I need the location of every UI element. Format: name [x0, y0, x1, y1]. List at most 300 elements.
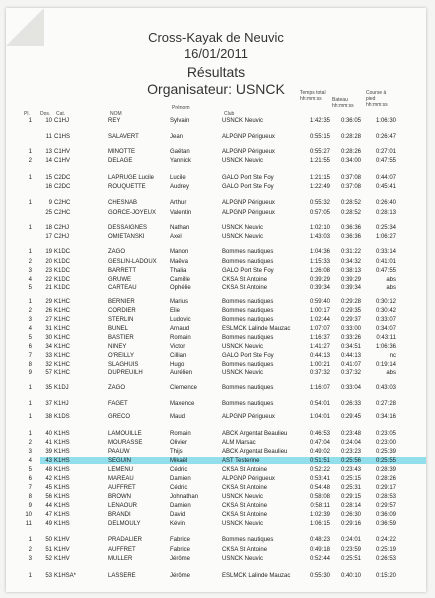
cell-club: CKSA St Antoine — [222, 285, 268, 291]
table-row — [6, 224, 426, 232]
cell-nom: DELMOULY — [108, 521, 141, 527]
col-dos: Dos. — [40, 111, 51, 117]
cell-cat: K1HS — [54, 521, 70, 527]
cell-tb: 0:25:31 — [340, 485, 361, 491]
cell-cat: K1HC — [54, 317, 71, 323]
cell-nom: SLAGHUIS — [108, 362, 139, 368]
cell-pl: 1 — [28, 149, 32, 155]
cell-pl: 4 — [28, 326, 32, 332]
cell-cat: C1HJ — [54, 118, 70, 124]
cell-nom: DUPREUILH — [108, 370, 143, 376]
cell-club: GALO Port Ste Foy — [222, 268, 274, 274]
cell-cp: 0:33:14 — [375, 249, 396, 255]
cell-club: Bommes nautiques — [222, 259, 274, 265]
cell-pl: 1 — [28, 118, 32, 124]
cell-dos: 27 — [45, 317, 52, 323]
cell-nom: NINEY — [108, 344, 127, 350]
cell-tt: 1:02:44 — [309, 317, 330, 323]
cell-tt: 1:16:37 — [309, 335, 330, 341]
cell-tb: 0:34:51 — [340, 344, 361, 350]
cell-dos: 57 — [45, 370, 52, 376]
cell-tb: 0:44:13 — [340, 353, 361, 359]
cell-cat: K1HS — [54, 467, 70, 473]
cell-cat: K1DS — [54, 414, 70, 420]
cell-tt: 1:00:21 — [309, 362, 330, 368]
cell-cp: 0:29:17 — [375, 485, 396, 491]
cell-pl: 6 — [28, 344, 32, 350]
cell-dos: 37 — [45, 401, 52, 407]
cell-tb: 0:28:28 — [340, 134, 361, 140]
cell-cp: 0:26:53 — [375, 556, 396, 562]
table-row — [6, 233, 426, 241]
cell-nom: MAREAU — [108, 476, 134, 482]
cell-prenom: Victor — [170, 344, 186, 350]
organizer-heading: Organisateur: USNCK — [147, 81, 285, 97]
col-course: Course à pied hh:mm:ss — [366, 90, 388, 108]
cell-tt: 0:37:32 — [309, 370, 330, 376]
cell-dos: 49 — [45, 521, 52, 527]
table-row — [6, 502, 426, 510]
cell-dos: 29 — [45, 299, 52, 305]
cell-club: GALO Port Ste Foy — [222, 184, 274, 190]
cell-prenom: Nathan — [170, 225, 190, 231]
cell-tt: 0:39:34 — [309, 285, 330, 291]
cell-cat: K1DC — [54, 285, 71, 291]
cell-prenom: Thalia — [170, 268, 187, 274]
cell-club: USNCK Neuvic — [222, 344, 264, 350]
cell-dos: 23 — [45, 268, 52, 274]
cell-nom: REY — [108, 118, 121, 124]
cell-prenom: Jérôme — [170, 573, 191, 579]
cell-club: ESLMCK Lalinde Mauzac — [222, 326, 291, 332]
cell-pl: 2 — [28, 259, 32, 265]
cell-dos: 20 — [45, 259, 52, 265]
cell-dos: 51 — [45, 547, 52, 553]
table-row — [6, 258, 426, 266]
cell-pl: 1 — [28, 431, 32, 437]
cell-prenom: Cédric — [170, 467, 188, 473]
cell-tt: 1:02:10 — [309, 225, 330, 231]
cell-pl: 5 — [28, 285, 32, 291]
cell-prenom: Thijs — [170, 449, 183, 455]
cell-tb: 0:40:10 — [340, 573, 361, 579]
cell-cp: 0:33:07 — [375, 317, 396, 323]
cell-prenom: Hugo — [170, 362, 185, 368]
cell-dos: 9 — [48, 200, 52, 206]
cell-nom: OMIETANSKI — [108, 234, 145, 240]
cell-pl: 3 — [28, 268, 32, 274]
cell-tb: 0:36:36 — [340, 234, 361, 240]
cell-tt: 0:39:29 — [309, 277, 330, 283]
cell-pl: 2 — [28, 547, 32, 553]
cell-prenom: Romain — [170, 431, 191, 437]
cell-cat: K1DC — [54, 259, 71, 265]
cell-tb: 0:23:48 — [340, 431, 361, 437]
cell-prenom: Jean — [170, 134, 184, 140]
cell-tt: 1:16:07 — [309, 385, 330, 391]
cell-tb: 0:29:35 — [340, 308, 361, 314]
cell-cp: 0:41:01 — [375, 259, 396, 265]
cell-prenom: Johnathan — [170, 494, 199, 500]
cell-cp: 0:28:53 — [375, 494, 396, 500]
cell-club: ALPGNP Périgueux — [222, 149, 275, 155]
cell-dos: 18 — [45, 225, 52, 231]
cell-cat: K1HS — [54, 440, 70, 446]
cell-club: ALPGNP Périgueux — [222, 200, 275, 206]
cell-prenom: Lucile — [170, 175, 186, 181]
cell-dos: 14 — [45, 158, 52, 164]
table-row — [6, 248, 426, 256]
cell-cat: K1HSA* — [54, 573, 77, 579]
cell-tb: 0:23:43 — [340, 467, 361, 473]
table-row — [6, 413, 426, 421]
table-row — [6, 484, 426, 492]
cell-nom: CHESNAB — [108, 200, 138, 206]
cell-tb: 0:34:32 — [340, 259, 361, 265]
cell-tt: 1:00:17 — [309, 308, 330, 314]
cell-nom: BRANDI — [108, 512, 131, 518]
cell-cat: K1HC — [54, 335, 71, 341]
cell-tb: 0:41:07 — [340, 362, 361, 368]
cell-tb: 0:33:00 — [340, 326, 361, 332]
cell-nom: LAMOUILLE — [108, 431, 142, 437]
cell-dos: 34 — [45, 344, 52, 350]
cell-prenom: Marius — [170, 299, 189, 305]
cell-prenom: Arthur — [170, 200, 187, 206]
cell-prenom: Clemence — [170, 385, 198, 391]
cell-tt: 0:55:15 — [309, 134, 330, 140]
cell-tb: 0:34:00 — [340, 158, 361, 164]
cell-dos: 31 — [45, 326, 52, 332]
cell-cp: abs — [386, 370, 396, 376]
cell-dos: 39 — [45, 449, 52, 455]
table-row — [6, 284, 426, 292]
cell-tt: 1:02:39 — [309, 512, 330, 518]
cell-nom: SEGUIN — [108, 458, 132, 464]
cell-tb: 0:28:52 — [340, 200, 361, 206]
cell-tt: 1:04:01 — [309, 414, 330, 420]
cell-tb: 0:36:36 — [340, 225, 361, 231]
cell-dos: 11 — [45, 134, 52, 140]
table-row — [6, 174, 426, 182]
cell-nom: BERNIER — [108, 299, 135, 305]
table-row — [6, 369, 426, 377]
cell-tb: 0:26:33 — [340, 401, 361, 407]
cell-tt: 0:52:44 — [309, 556, 330, 562]
table-row — [6, 334, 426, 342]
cell-prenom: Yannick — [170, 158, 191, 164]
cell-prenom: David — [170, 512, 186, 518]
cell-nom: LAPRUGE Lucile — [108, 175, 155, 181]
col-nom: NOM — [110, 111, 122, 117]
cell-cat: K1HC — [54, 370, 71, 376]
cell-tb: 0:24:01 — [340, 537, 361, 543]
cell-cp: 0:23:00 — [375, 440, 396, 446]
cell-dos: 43 — [45, 458, 52, 464]
cell-pl: 3 — [28, 556, 32, 562]
table-row — [6, 209, 426, 217]
cell-cp: 0:25:55 — [375, 458, 396, 464]
cell-tt: 0:59:40 — [309, 299, 330, 305]
cell-tb: 0:33:04 — [340, 385, 361, 391]
cell-pl: 1 — [28, 249, 32, 255]
cell-cat: C1HV — [54, 158, 71, 164]
cell-prenom: Arnaud — [170, 326, 190, 332]
cell-prenom: Manon — [170, 249, 189, 255]
cell-tb: 0:29:45 — [340, 414, 361, 420]
cell-cat: K1HC — [54, 362, 71, 368]
cell-cp: 0:28:26 — [375, 476, 396, 482]
cell-club: USNCK Neuvic — [222, 521, 264, 527]
cell-prenom: Jérôme — [170, 556, 191, 562]
cell-tb: 0:28:52 — [340, 210, 361, 216]
cell-cp: 0:25:34 — [375, 225, 396, 231]
cell-cp: 0:28:39 — [375, 467, 396, 473]
cell-tt: 1:21:15 — [309, 175, 330, 181]
cell-prenom: Maëva — [170, 259, 189, 265]
cell-club: CKSA St Antoine — [222, 512, 268, 518]
cell-nom: GESLIN-LADOUX — [108, 259, 157, 265]
cell-dos: 16 — [45, 184, 52, 190]
cell-cat: K1HV — [54, 556, 70, 562]
cell-dos: 45 — [45, 485, 52, 491]
cell-pl: 1 — [28, 200, 32, 206]
cell-dos: 32 — [45, 362, 52, 368]
cell-cp: nc — [389, 353, 396, 359]
cell-pl: 3 — [28, 317, 32, 323]
cell-tb: 0:37:08 — [340, 184, 361, 190]
cell-dos: 56 — [45, 494, 52, 500]
table-row — [6, 466, 426, 474]
cell-club: Bommes nautiques — [222, 385, 274, 391]
cell-tb: 0:23:23 — [340, 449, 361, 455]
col-club: Club — [224, 111, 235, 117]
cell-club: Bommes nautiques — [222, 317, 274, 323]
table-row — [6, 316, 426, 324]
cell-nom: LEMENU — [108, 467, 134, 473]
cell-club: ALPGNP Périgueux — [222, 414, 275, 420]
cell-club: USNCK Neuvic — [222, 234, 264, 240]
table-row — [6, 457, 426, 465]
cell-tb: 0:29:28 — [340, 299, 361, 305]
table-row — [6, 572, 426, 580]
cell-cp: 0:15:20 — [375, 573, 396, 579]
cell-tt: 0:48:23 — [309, 537, 330, 543]
cell-prenom: Fabrice — [170, 537, 191, 543]
cell-club: Bommes nautiques — [222, 335, 274, 341]
col-cat: Cat. — [56, 111, 66, 117]
cell-club: CKSA St Antoine — [222, 547, 268, 553]
cell-nom: GRUWE — [108, 277, 131, 283]
cell-prenom: Romain — [170, 335, 191, 341]
cell-cat: K1DC — [54, 277, 71, 283]
cell-tb: 0:29:37 — [340, 317, 361, 323]
cell-cp: 0:47:55 — [375, 268, 396, 274]
cell-nom: FAGET — [108, 401, 128, 407]
results-sheet — [6, 8, 426, 592]
cell-club: USNCK Neuvic — [222, 225, 264, 231]
table-row — [6, 157, 426, 165]
cell-pl: 1 — [28, 175, 32, 181]
cell-cat: C1HV — [54, 149, 71, 155]
table-row — [6, 520, 426, 528]
cell-prenom: Mikaël — [170, 458, 188, 464]
cell-cat: C2HC — [54, 200, 71, 206]
cell-cat: K1HS — [54, 449, 70, 455]
cell-cat: K1DJ — [54, 385, 69, 391]
table-row — [6, 307, 426, 315]
cell-cp: 0:28:13 — [375, 210, 396, 216]
cell-club: CKSA St Antoine — [222, 277, 268, 283]
cell-pl: 1 — [28, 401, 32, 407]
event-title: Cross-Kayak de Neuvic — [148, 30, 284, 45]
cell-dos: 44 — [45, 503, 52, 509]
cell-cp: 0:26:47 — [375, 134, 396, 140]
cell-pl: 7 — [28, 485, 32, 491]
col-pl: Pl. — [24, 111, 30, 117]
cell-tt: 0:51:51 — [309, 458, 330, 464]
cell-club: Bommes nautiques — [222, 308, 274, 314]
cell-pl: 5 — [28, 335, 32, 341]
cell-prenom: Damien — [170, 503, 191, 509]
cell-nom: BUNEL — [108, 326, 129, 332]
cell-nom: LASSERE — [108, 573, 136, 579]
table-row — [6, 536, 426, 544]
cell-nom: LENAOUR — [108, 503, 138, 509]
cell-cp: 0:43:11 — [376, 335, 396, 341]
table-row — [6, 384, 426, 392]
cell-tt: 0:49:18 — [309, 547, 330, 553]
cell-dos: 30 — [45, 335, 52, 341]
cell-prenom: Ophélie — [170, 285, 191, 291]
cell-club: Bommes nautiques — [222, 362, 274, 368]
cell-dos: 26 — [45, 308, 52, 314]
cell-dos: 38 — [45, 414, 52, 420]
cell-dos: 50 — [45, 537, 52, 543]
cell-tt: 1:04:36 — [309, 249, 330, 255]
cell-cp: 0:27:28 — [375, 401, 396, 407]
col-prenom: Prénom — [172, 105, 190, 111]
cell-nom: PRADALIER — [108, 537, 143, 543]
cell-pl: 10 — [25, 512, 32, 518]
cell-pl: 11 — [25, 521, 32, 527]
cell-cp: 0:34:07 — [375, 326, 396, 332]
cell-tb: 0:26:30 — [340, 512, 361, 518]
cell-club: AST Testerine — [222, 458, 260, 464]
cell-club: USNCK Neuvic — [222, 118, 264, 124]
table-row — [6, 267, 426, 275]
table-row — [6, 148, 426, 156]
cell-tb: 0:28:26 — [340, 149, 361, 155]
cell-cp: 1:06:30 — [375, 118, 396, 124]
cell-club: GALO Port Ste Foy — [222, 175, 274, 181]
cell-dos: 13 — [45, 149, 52, 155]
cell-tb: 0:25:51 — [340, 556, 361, 562]
table-row — [6, 448, 426, 456]
cell-tt: 1:06:15 — [309, 521, 330, 527]
cell-nom: BARRETT — [108, 268, 137, 274]
table-row — [6, 361, 426, 369]
cell-nom: GRECO — [108, 414, 131, 420]
cell-tt: 0:46:53 — [309, 431, 330, 437]
cell-dos: 33 — [45, 353, 52, 359]
table-row — [6, 199, 426, 207]
cell-cp: 0:25:19 — [375, 547, 396, 553]
cell-cp: abs — [386, 285, 396, 291]
table-row — [6, 298, 426, 306]
table-row — [6, 352, 426, 360]
table-row — [6, 133, 426, 141]
cell-nom: AUFFRET — [108, 485, 136, 491]
cell-cat: K1HS — [54, 503, 70, 509]
cell-nom: MINOTTE — [108, 149, 135, 155]
cell-club: ABCK Argentat Beaulieu — [222, 449, 288, 455]
table-row — [6, 276, 426, 284]
cell-cp: 1:06:27 — [375, 234, 396, 240]
cell-pl: 8 — [28, 362, 32, 368]
cell-cat: K1HC — [54, 326, 71, 332]
cell-prenom: Olivier — [170, 440, 188, 446]
cell-prenom: Kévin — [170, 521, 186, 527]
cell-tb: 0:31:22 — [340, 249, 361, 255]
cell-cat: K1HS — [54, 458, 70, 464]
cell-prenom: Elie — [170, 308, 181, 314]
cell-pl: 1 — [28, 299, 32, 305]
cell-nom: ZAGO — [108, 385, 126, 391]
cell-prenom: Fabrice — [170, 547, 191, 553]
cell-cat: C2HJ — [54, 234, 70, 240]
cell-cp: 0:30:12 — [375, 299, 396, 305]
cell-tt: 1:07:07 — [309, 326, 330, 332]
cell-pl: 4 — [28, 458, 32, 464]
cell-cp: 0:34:16 — [375, 414, 396, 420]
cell-cp: 1:06:36 — [375, 344, 396, 350]
cell-pl: 6 — [28, 476, 32, 482]
table-row — [6, 117, 426, 125]
cell-tt: 1:41:27 — [309, 344, 330, 350]
cell-dos: 10 — [45, 118, 52, 124]
cell-cat: K1HS — [54, 431, 70, 437]
cell-cat: C2DC — [54, 175, 71, 181]
cell-nom: BASTIER — [108, 335, 134, 341]
cell-pl: 7 — [28, 353, 32, 359]
cell-pl: 1 — [28, 537, 32, 543]
cell-tb: 0:33:26 — [340, 335, 361, 341]
cell-dos: 48 — [45, 467, 52, 473]
cell-cp: 0:36:09 — [375, 512, 396, 518]
table-row — [6, 400, 426, 408]
cell-dos: 40 — [45, 431, 52, 437]
cell-club: USNCK Neuvic — [222, 556, 264, 562]
cell-cat: K1HS — [54, 512, 70, 518]
cell-cp: 0:23:05 — [375, 431, 396, 437]
cell-prenom: Valentin — [170, 210, 192, 216]
cell-tt: 0:55:27 — [309, 149, 330, 155]
cell-tt: 1:15:33 — [309, 259, 330, 265]
cell-pl: 1 — [28, 225, 32, 231]
cell-prenom: Cillian — [170, 353, 187, 359]
cell-prenom: Maud — [170, 414, 186, 420]
cell-pl: 9 — [28, 370, 32, 376]
cell-pl: 9 — [28, 503, 32, 509]
cell-pl: 3 — [28, 449, 32, 455]
cell-tt: 0:44:13 — [309, 353, 330, 359]
cell-nom: ROUQUETTE — [108, 184, 146, 190]
cell-dos: 35 — [45, 385, 52, 391]
cell-dos: 53 — [45, 573, 52, 579]
cell-cp: 0:43:03 — [375, 385, 396, 391]
cell-prenom: Aurélien — [170, 370, 193, 376]
